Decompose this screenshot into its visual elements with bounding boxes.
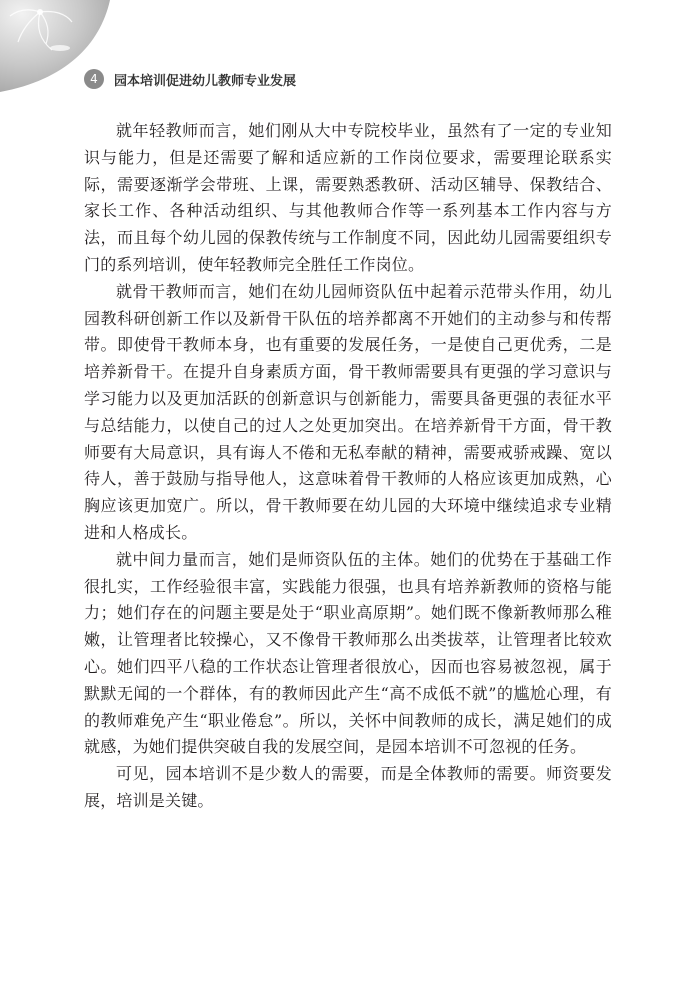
running-header — [84, 66, 296, 92]
paragraph: 可见，园本培训不是少数人的需要，而是全体教师的需要。师资要发展，培训是关键。 — [84, 764, 612, 810]
page-number-badge: 4 — [84, 69, 104, 89]
paragraph: 就骨干教师而言，她们在幼儿园师资队伍中起着示范带头作用，幼儿园教科研创新工作以及新骨干队伍的培养都离不开她们的主动参与和传帮带。即使骨干教师本身，也有重要的发展任务，一是使自己更优秀，二是培养新骨干。在提升自身素质方面，骨干教师需要具有更强的学习意识与学习能力以及更加活跃的创新意识与创新能力，需要具备更强的表征水平与总结能力，以使自己的过人之处更加突出。在培养新骨干方面，骨干教师要有大局意识，具有诲人不倦和无私奉献的精神，需要戒骄戒躁、宽以待人，善于鼓励与指导他人，这意味着骨干教师的人格应该更加成熟，心胸应该更加宽广。所以，骨干教师要在幼儿园的大环境中继续追求专业精进和人格成长。 — [84, 281, 612, 542]
header-title: 园本培训促进幼儿教师专业发展 — [114, 73, 297, 89]
paragraph: 就年轻教师而言，她们刚从大中专院校毕业，虽然有了一定的专业知识与能力，但是还需要了解和适应新的工作岗位要求，需要理论联系实际，需要逐渐学会带班、上课，需要熟悉教研、活动区辅导、保教结合、家长工作、各种活动组织、与其他教师合作等一系列基本工作内容与方法，而且每个幼儿园的保教传统与工作制度不同，因此幼儿园需要组织专门的系列培训，使年轻教师完全胜任工作岗位。 — [84, 121, 612, 274]
body-text — [84, 118, 612, 815]
paragraph: 就中间力量而言，她们是师资队伍的主体。她们的优势在于基础工作很扎实，工作经验很丰富，实践能力很强，也具有培养新教师的资格与能力；她们存在的问题主要是处于“职业高原期”。她们既不像新教师那么稚嫩，让管理者比较操心，又不像骨干教师那么出类拔萃，让管理者比较欢心。她们四平八稳的工作状态让管理者很放心，因而也容易被忽视，属于默默无闻的一个群体，有的教师因此产生“高不成低不就”的尴尬心理，有的教师难免产生“职业倦怠”。所以，关怀中间教师的成长，满足她们的成就感，为她们提供突破自我的发展空间，是园本培训不可忽视的任务。 — [84, 549, 612, 757]
